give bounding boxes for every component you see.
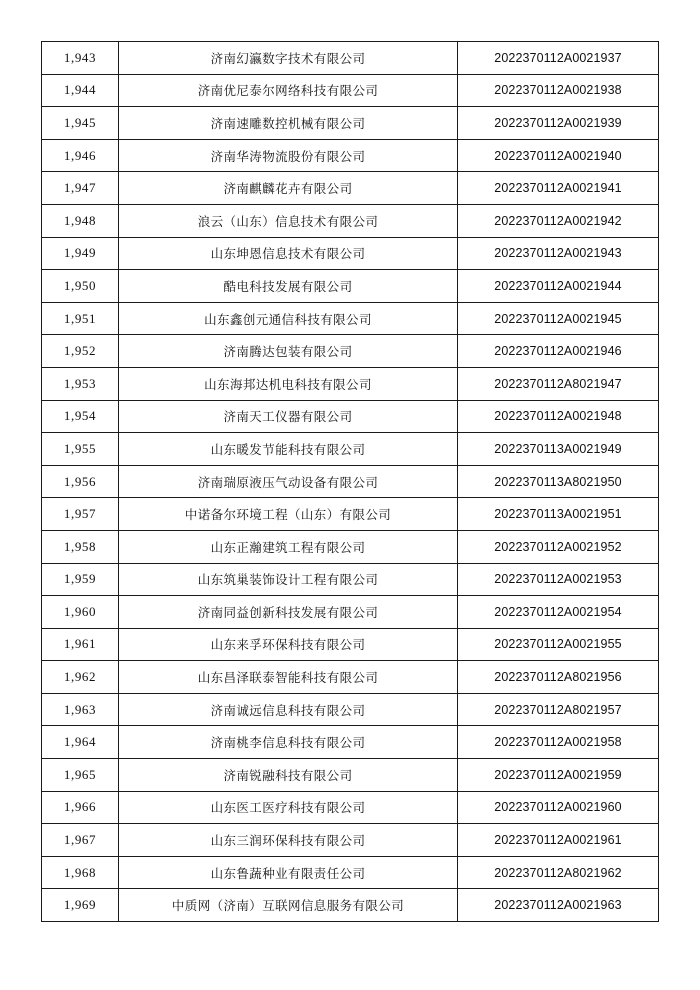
registration-code: 2022370112A0021953: [458, 563, 659, 596]
company-name: 济南腾达包装有限公司: [119, 335, 458, 368]
table-row: [42, 139, 659, 172]
company-name: 山东来孚环保科技有限公司: [119, 628, 458, 661]
registration-code: 2022370112A0021937: [458, 42, 659, 75]
table-row: [42, 237, 659, 270]
company-name: 济南麒麟花卉有限公司: [119, 172, 458, 205]
table-row: [42, 856, 659, 889]
registration-code: 2022370113A0021949: [458, 433, 659, 466]
table-row: [42, 400, 659, 433]
company-name: 济南诚远信息科技有限公司: [119, 693, 458, 726]
registration-code: 2022370113A8021950: [458, 465, 659, 498]
table-row: [42, 335, 659, 368]
table-row: [42, 433, 659, 466]
row-number: 1,962: [42, 661, 119, 694]
registration-code: 2022370112A0021938: [458, 74, 659, 107]
registration-code: 2022370112A0021955: [458, 628, 659, 661]
registration-code: 2022370112A0021960: [458, 791, 659, 824]
row-number: 1,949: [42, 237, 119, 270]
registration-code: 2022370112A8021956: [458, 661, 659, 694]
registration-code: 2022370112A0021948: [458, 400, 659, 433]
registration-code: 2022370112A0021939: [458, 107, 659, 140]
company-name: 山东昌泽联泰智能科技有限公司: [119, 661, 458, 694]
company-name: 山东三润环保科技有限公司: [119, 824, 458, 857]
row-number: 1,953: [42, 367, 119, 400]
row-number: 1,959: [42, 563, 119, 596]
row-number: 1,968: [42, 856, 119, 889]
registration-code: 2022370112A0021945: [458, 302, 659, 335]
table-row: [42, 367, 659, 400]
table-body: [42, 42, 659, 922]
company-name: 山东鲁蔬种业有限责任公司: [119, 856, 458, 889]
table-row: [42, 563, 659, 596]
registration-code: 2022370112A8021957: [458, 693, 659, 726]
row-number: 1,965: [42, 759, 119, 792]
table-row: [42, 726, 659, 759]
company-name: 济南锐融科技有限公司: [119, 759, 458, 792]
company-name: 济南速雕数控机械有限公司: [119, 107, 458, 140]
table-row: [42, 693, 659, 726]
company-name: 山东鑫创元通信科技有限公司: [119, 302, 458, 335]
registration-code: 2022370112A8021947: [458, 367, 659, 400]
row-number: 1,966: [42, 791, 119, 824]
company-name: 济南华涛物流股份有限公司: [119, 139, 458, 172]
row-number: 1,955: [42, 433, 119, 466]
table-row: [42, 628, 659, 661]
registration-code: 2022370112A0021954: [458, 596, 659, 629]
registration-code: 2022370112A0021941: [458, 172, 659, 205]
table-row: [42, 270, 659, 303]
row-number: 1,956: [42, 465, 119, 498]
company-name: 山东海邦达机电科技有限公司: [119, 367, 458, 400]
registration-code: 2022370112A0021958: [458, 726, 659, 759]
table-row: [42, 42, 659, 75]
registration-code: 2022370112A0021952: [458, 530, 659, 563]
company-name: 山东坤恩信息技术有限公司: [119, 237, 458, 270]
row-number: 1,943: [42, 42, 119, 75]
row-number: 1,945: [42, 107, 119, 140]
row-number: 1,948: [42, 204, 119, 237]
table-row: [42, 596, 659, 629]
registration-code: 2022370112A0021944: [458, 270, 659, 303]
company-name: 中诺备尔环境工程（山东）有限公司: [119, 498, 458, 531]
table-row: [42, 759, 659, 792]
table-row: [42, 889, 659, 922]
company-name: 浪云（山东）信息技术有限公司: [119, 204, 458, 237]
registration-code: 2022370112A0021940: [458, 139, 659, 172]
registration-code: 2022370113A0021951: [458, 498, 659, 531]
registration-code: 2022370112A0021942: [458, 204, 659, 237]
row-number: 1,951: [42, 302, 119, 335]
row-number: 1,954: [42, 400, 119, 433]
table-row: [42, 791, 659, 824]
row-number: 1,963: [42, 693, 119, 726]
table-row: [42, 107, 659, 140]
registration-code: 2022370112A0021963: [458, 889, 659, 922]
row-number: 1,944: [42, 74, 119, 107]
company-name: 济南天工仪器有限公司: [119, 400, 458, 433]
table-row: [42, 172, 659, 205]
company-name: 酷电科技发展有限公司: [119, 270, 458, 303]
table-row: [42, 465, 659, 498]
row-number: 1,969: [42, 889, 119, 922]
table-row: [42, 824, 659, 857]
row-number: 1,950: [42, 270, 119, 303]
row-number: 1,947: [42, 172, 119, 205]
registration-code: 2022370112A0021961: [458, 824, 659, 857]
table-row: [42, 530, 659, 563]
company-name: 山东医工医疗科技有限公司: [119, 791, 458, 824]
table-row: [42, 302, 659, 335]
company-name: 济南幻瀛数字技术有限公司: [119, 42, 458, 75]
company-name: 山东暖发节能科技有限公司: [119, 433, 458, 466]
table-row: [42, 661, 659, 694]
company-name: 山东正瀚建筑工程有限公司: [119, 530, 458, 563]
company-name: 济南桃李信息科技有限公司: [119, 726, 458, 759]
registration-code: 2022370112A0021943: [458, 237, 659, 270]
registration-code: 2022370112A0021959: [458, 759, 659, 792]
table-row: [42, 204, 659, 237]
company-name: 中质网（济南）互联网信息服务有限公司: [119, 889, 458, 922]
row-number: 1,957: [42, 498, 119, 531]
company-name: 山东筑巢装饰设计工程有限公司: [119, 563, 458, 596]
row-number: 1,961: [42, 628, 119, 661]
registry-page: [41, 41, 658, 922]
registration-code: 2022370112A8021962: [458, 856, 659, 889]
row-number: 1,958: [42, 530, 119, 563]
table-row: [42, 498, 659, 531]
row-number: 1,946: [42, 139, 119, 172]
registration-code: 2022370112A0021946: [458, 335, 659, 368]
row-number: 1,960: [42, 596, 119, 629]
row-number: 1,967: [42, 824, 119, 857]
company-registry-table: [41, 41, 659, 922]
company-name: 济南同益创新科技发展有限公司: [119, 596, 458, 629]
row-number: 1,964: [42, 726, 119, 759]
table-row: [42, 74, 659, 107]
row-number: 1,952: [42, 335, 119, 368]
company-name: 济南瑞原液压气动设备有限公司: [119, 465, 458, 498]
company-name: 济南优尼泰尔网络科技有限公司: [119, 74, 458, 107]
